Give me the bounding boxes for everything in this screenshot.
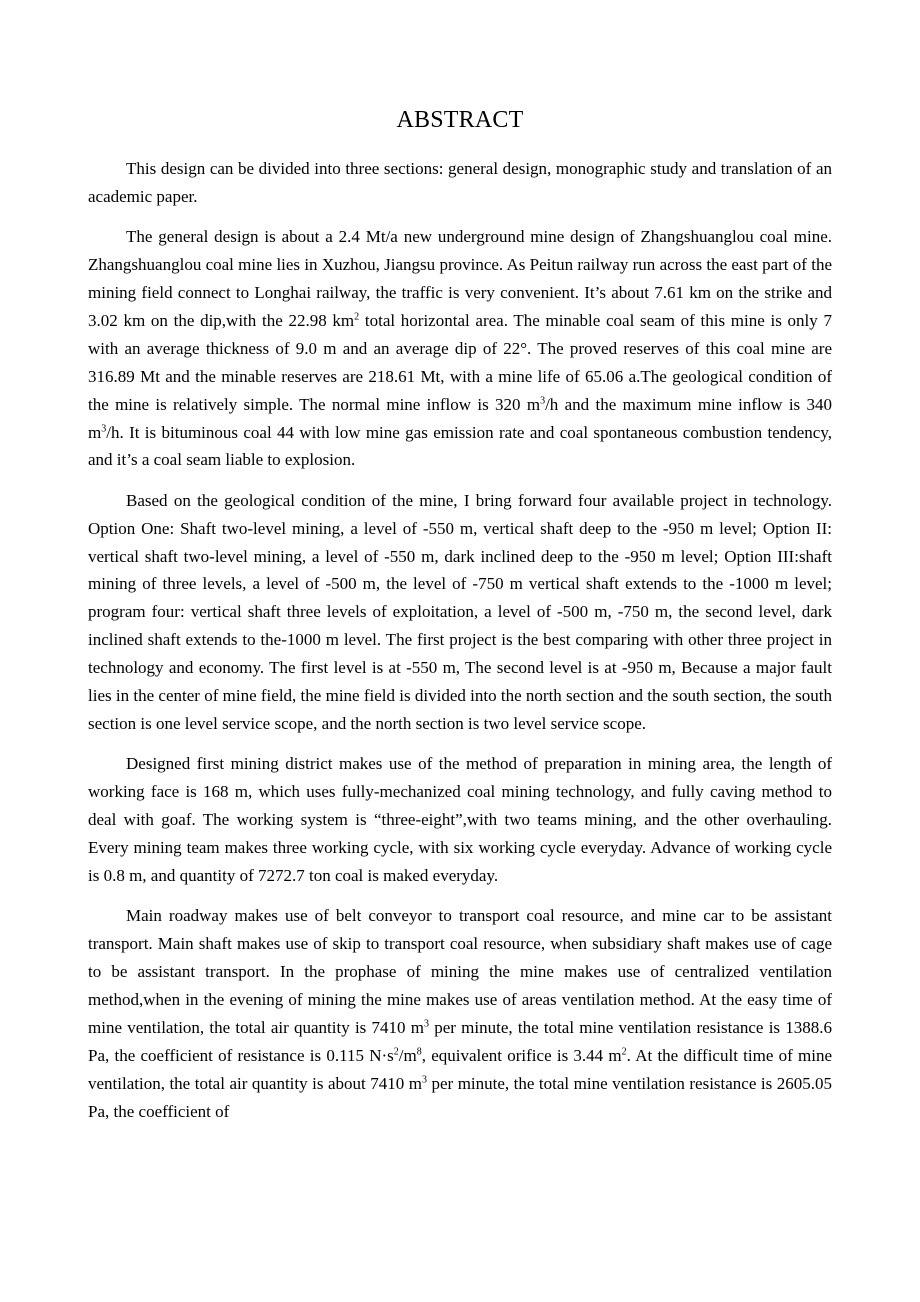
superscript: 3 [423, 1018, 429, 1030]
abstract-paragraph [88, 750, 832, 890]
text-run: /m [398, 1045, 417, 1065]
abstract-paragraph [88, 155, 832, 211]
abstract-title: ABSTRACT [396, 107, 524, 133]
superscript: 2 [621, 1046, 627, 1058]
abstract-body [88, 155, 832, 1138]
text-run: per minute, the total mine ventilation resistance is 1388.6 Pa, the coefficient of resistance is 0.115 N·s [88, 1017, 833, 1065]
superscript: 8 [416, 1046, 422, 1058]
superscript: 3 [540, 394, 546, 406]
text-run: Based on the geological condition of the mine, I bring forward four available project in technology. Option One: Shaft two-level mining, a level of -550 m, vertical shaft deep to the -950 m level; Option II: vertical shaft two-level mining, a level of -550 m, dark inclined deep to the -950 m level; Option III:shaft mining of three levels, a level of -500 m, the level of -750 m vertical shaft extends to the -1000 m level; program four: vertical shaft three levels of exploitation, a level of -500 m, -750 m, the second level, dark inclined shaft extends to the-1000 m level. The first project is the best comparing with other three project in technology and economy. The first level is at -550 m, The second level is at -950 m, Because a major fault lies in the center of mine field, the mine field is divided into the north section and the south section, the south section is one level service scope, and the north section is two level service scope. [88, 490, 832, 733]
text-run: /h. It is bituminous coal 44 with low mine gas emission rate and coal spontaneous combustion tendency, and it’s a coal seam liable to explosion. [88, 422, 832, 470]
text-run: . At the difficult time of mine ventilation, the total air quantity is about 7410 m [88, 1045, 833, 1093]
abstract-paragraph [88, 223, 832, 474]
text-run: /h and the maximum mine inflow is 340 m [88, 394, 832, 442]
text-run: per minute, the total mine ventilation resistance is 2605.05 Pa, the coefficient of [88, 1073, 832, 1121]
superscript: 2 [393, 1046, 399, 1058]
superscript: 3 [101, 422, 107, 434]
text-run: This design can be divided into three sections: general design, monographic study and translation of an academic paper. [88, 159, 832, 206]
abstract-paragraph [88, 902, 832, 1125]
text-run: Main roadway makes use of belt conveyor to transport coal resource, and mine car to be assistant transport. Main shaft makes use of skip to transport coal resource, when subsidiary shaft makes use of cage to be assistant transport. In the prophase of mining the mine makes use of centralized ventilation method,when in the evening of mining the mine makes use of areas ventilation method. At the easy time of mine ventilation, the total air quantity is 7410 m [88, 906, 832, 1037]
text-run: total horizontal area. The minable coal seam of this mine is only 7 with an average thickness of 9.0 m and an average dip of 22°. The proved reserves of this coal mine are 316.89 Mt and the minable reserves are 218.61 Mt, with a mine life of 65.06 a.The geological condition of the mine is relatively simple. The normal mine inflow is 320 m [88, 310, 832, 414]
text-run: Designed first mining district makes use of the method of preparation in mining area, the length of working face is 168 m, which uses fully-mechanized coal mining technology, and fully caving method to deal with goaf. The working system is “three-eight”,with two teams mining, and the other overhauling. Every mining team makes three working cycle, with six working cycle everyday. Advance of working cycle is 0.8 m, and quantity of 7272.7 ton coal is maked everyday. [88, 754, 832, 885]
superscript: 3 [421, 1074, 427, 1085]
superscript: 2 [354, 311, 360, 323]
abstract-paragraph [88, 487, 832, 738]
text-run: , equivalent orifice is 3.44 m [421, 1045, 622, 1065]
text-run: The general design is about a 2.4 Mt/a new underground mine design of Zhangshuanglou coal mine. Zhangshuanglou coal mine lies in Xuzhou, Jiangsu province. As Peitun railway run across the east part of the mining field connect to Longhai railway, the traffic is very convenient. It’s about 7.61 km on the strike and 3.02 km on the dip,with the 22.98 km [88, 227, 832, 330]
